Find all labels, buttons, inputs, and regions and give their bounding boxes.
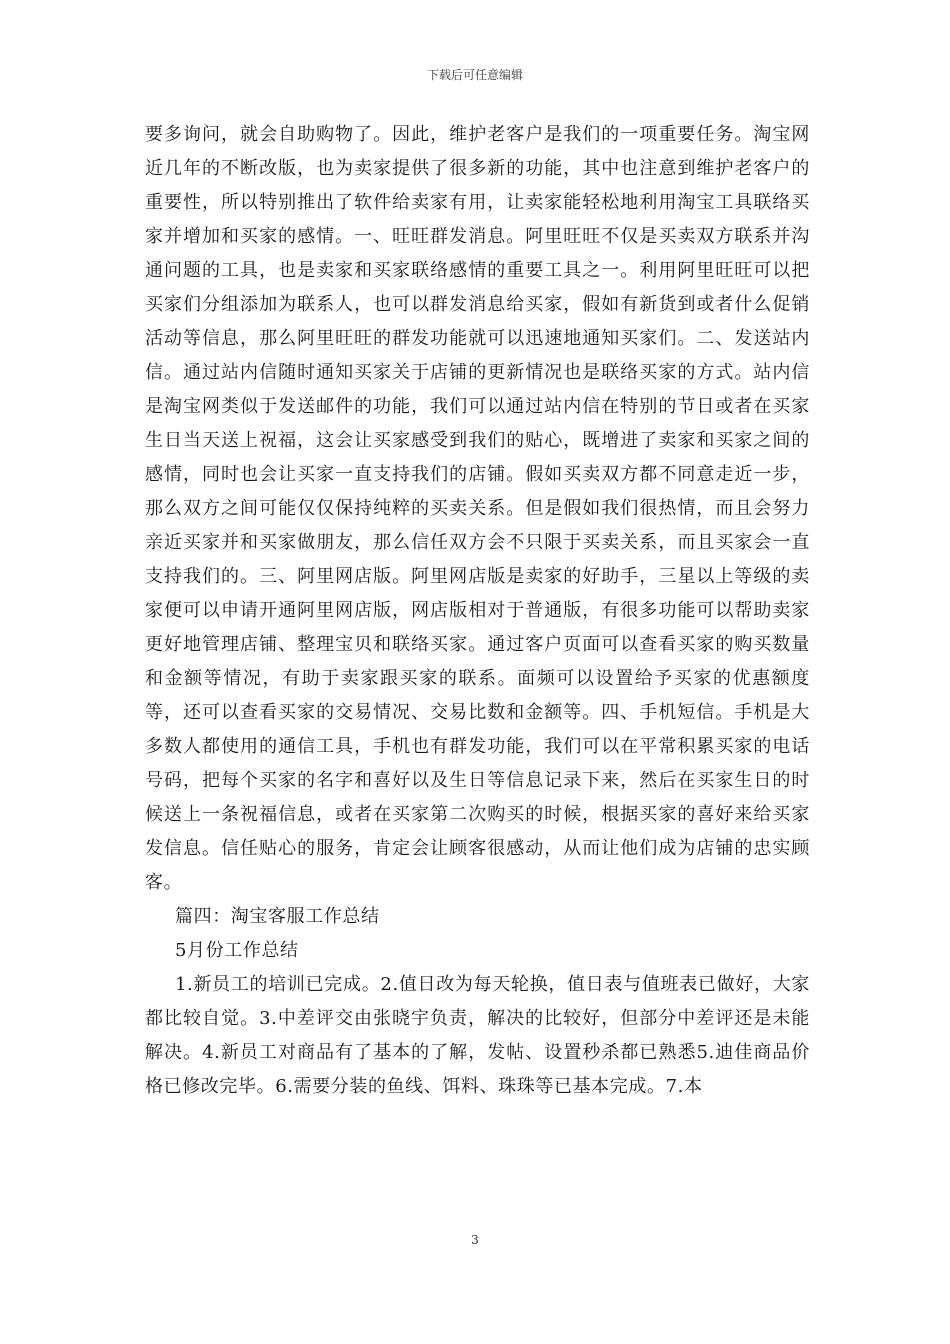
page-number: 3	[471, 1233, 479, 1247]
page-header: 下载后可任意编辑	[426, 68, 523, 82]
paragraph-customer-maintenance: 要多询问，就会自助购物了。因此，维护老客户是我们的一项重要任务。淘宝网近几年的不断改版，也为卖家提供了很多新的功能，其中也注意到维护老客户的重要性，所以特别推出了软件给卖家有用，让卖家能轻松地利用淘宝工具联络买家并增加和买家的感情。一、旺旺群发消息。阿里旺旺不仅是买卖双方联系并沟通问题的工具，也是卖家和买家联络感情的重要工具之一。利用阿里旺旺可以把买家们分组添加为联系人，也可以群发消息给买家，假如有新货到或者什么促销活动等信息，那么阿里旺旺的群发功能就可以迅速地通知买家们。二、发送站内信。通过站内信随时通知买家关于店铺的更新情况也是联络买家的方式。站内信是淘宝网类似于发送邮件的功能，我们可以通过站内信在特别的节日或者在买家生日当天送上祝福，这会让买家感受到我们的贴心，既增进了卖家和买家之间的感情，同时也会让买家一直支持我们的店铺。假如买卖双方都不同意走近一步，那么双方之间可能仅仅保持纯粹的买卖关系。但是假如我们很热情，而且会努力亲近买家并和买家做朋友，那么信任双方会不只限于买卖关系，而且买家会一直支持我们的。三、阿里网店版。阿里网店版是卖家的好助手，三星以上等级的卖家便可以申请开通阿里网店版，网店版相对于普通版，有很多功能可以帮助卖家更好地管理店铺、整理宝贝和联络买家。通过客户页面可以查看买家的购买数量和金额等情况，有助于卖家跟买家的联系。面频可以设置给予买家的优惠额度等，还可以查看买家的交易情况、交易比数和金额等。四、手机短信。手机是大多数人都使用的通信工具，手机也有群发功能，我们可以在平常积累买家的电话号码，把每个买家的名字和喜好以及生日等信息记录下来，然后在买家生日的时候送上一条祝福信息，或者在买家第二次购买的时候，根据买家的喜好来给买家发信息。信任贴心的服务，肯定会让顾客很感动，从而让他们成为店铺的忠实顾客。	[145, 124, 810, 893]
subsection-heading: 5月份工作总结	[175, 940, 299, 961]
document-body	[145, 118, 810, 1104]
paragraph-work-summary: 1.新员工的培训已完成。2.值日改为每天轮换，值日表与值班表已做好，大家都比较自觉。3.中差评交由张晓宇负责，解决的比较好，但部分中差评还是未能解决。4.新员工对商品有了基本的了解，发帖、设置秒杀都已熟悉5.迪佳商品价格已修改完毕。6.需要分装的鱼线、饵料、珠珠等已基本完成。7.本	[145, 974, 810, 1097]
section-heading: 篇四：淘宝客服工作总结	[175, 906, 380, 927]
